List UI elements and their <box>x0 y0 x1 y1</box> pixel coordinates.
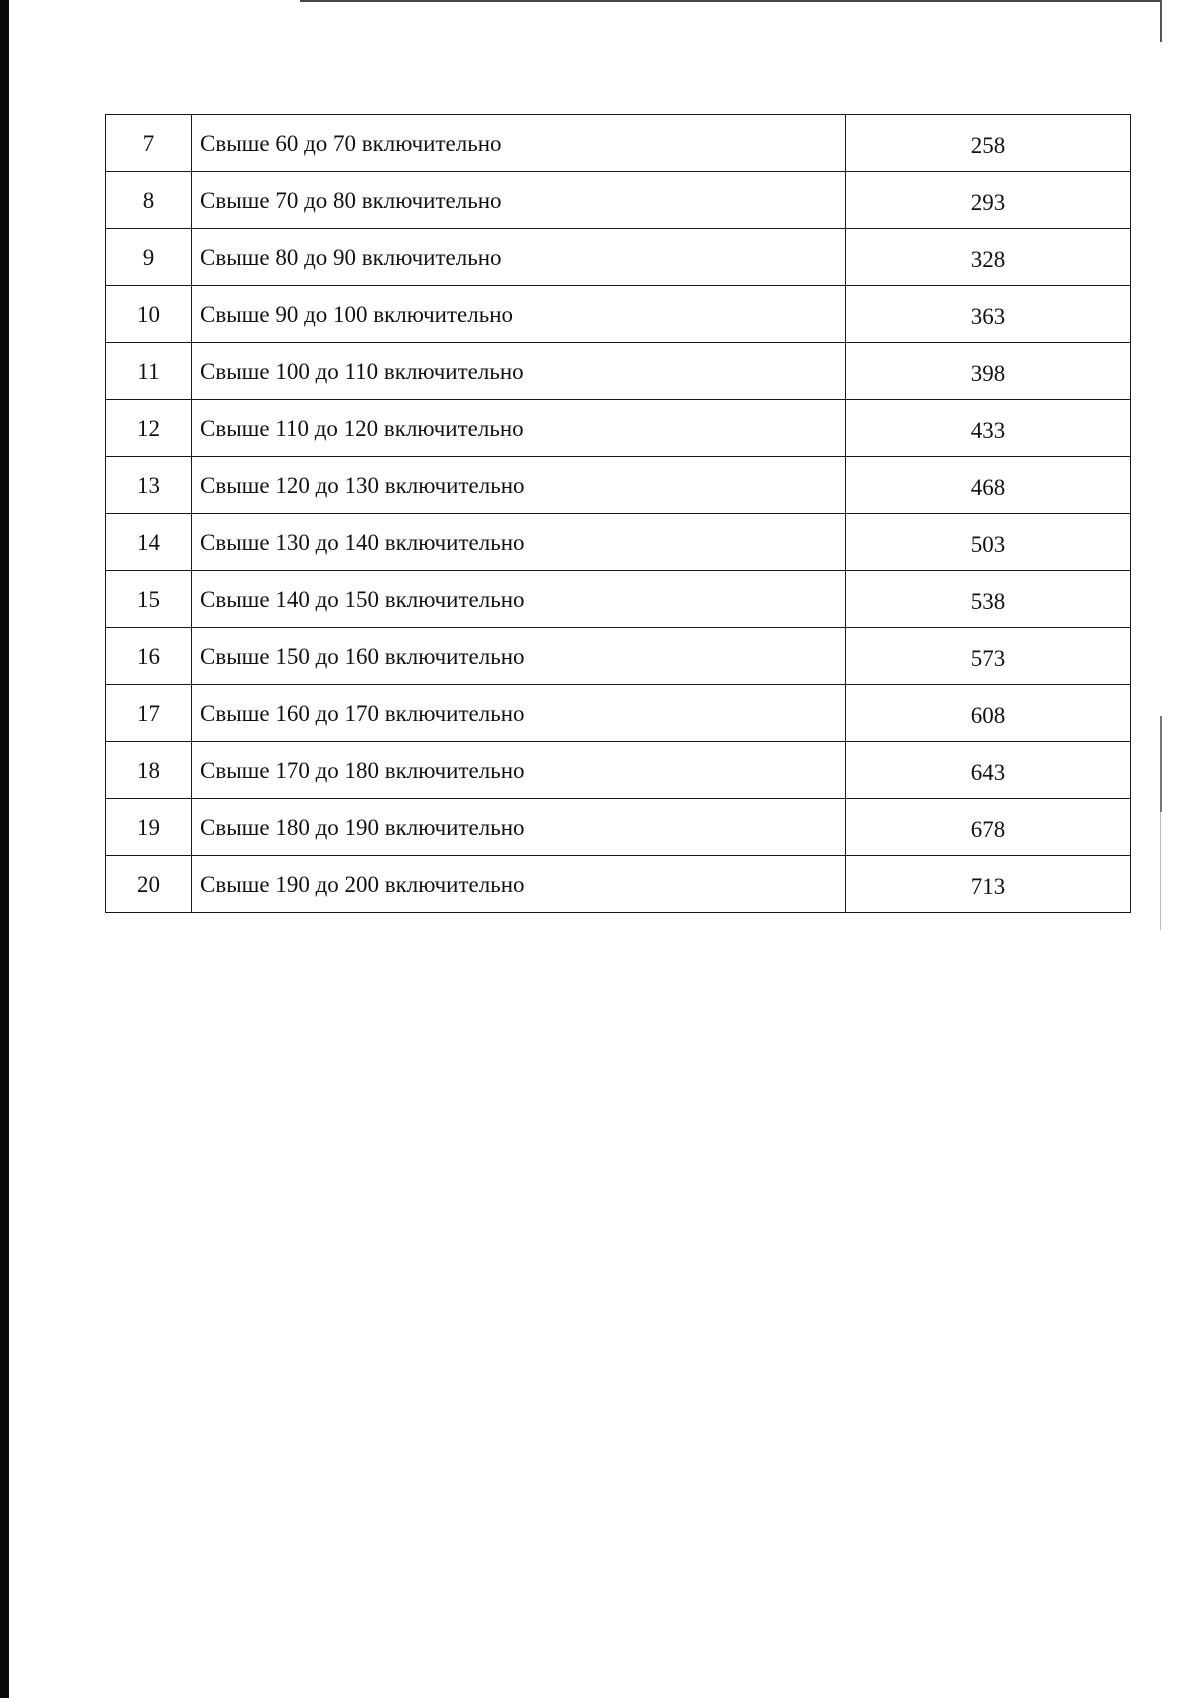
row-description-cell: Свыше 100 до 110 включительно <box>192 343 846 400</box>
row-value-cell: 678 <box>846 799 1131 856</box>
row-description-cell: Свыше 80 до 90 включительно <box>192 229 846 286</box>
table-row <box>106 571 1131 628</box>
table-row <box>106 172 1131 229</box>
row-number-cell: 13 <box>106 457 192 514</box>
row-value-cell: 573 <box>846 628 1131 685</box>
row-value-cell: 643 <box>846 742 1131 799</box>
table-row <box>106 343 1131 400</box>
row-number-cell: 19 <box>106 799 192 856</box>
row-description-cell: Свыше 110 до 120 включительно <box>192 400 846 457</box>
row-value-cell: 293 <box>846 172 1131 229</box>
row-number-cell: 17 <box>106 685 192 742</box>
row-description-cell: Свыше 130 до 140 включительно <box>192 514 846 571</box>
scan-right-mark <box>1160 812 1161 930</box>
row-value-cell: 538 <box>846 571 1131 628</box>
table-row <box>106 457 1131 514</box>
row-description-cell: Свыше 70 до 80 включительно <box>192 172 846 229</box>
row-description-cell: Свыше 120 до 130 включительно <box>192 457 846 514</box>
row-number-cell: 9 <box>106 229 192 286</box>
row-description-cell: Свыше 60 до 70 включительно <box>192 115 846 172</box>
table-row <box>106 799 1131 856</box>
row-value-cell: 363 <box>846 286 1131 343</box>
table-row <box>106 514 1131 571</box>
row-description-cell: Свыше 180 до 190 включительно <box>192 799 846 856</box>
table-row <box>106 742 1131 799</box>
row-number-cell: 16 <box>106 628 192 685</box>
row-description-cell: Свыше 170 до 180 включительно <box>192 742 846 799</box>
table-row <box>106 115 1131 172</box>
row-number-cell: 7 <box>106 115 192 172</box>
row-value-cell: 468 <box>846 457 1131 514</box>
row-value-cell: 328 <box>846 229 1131 286</box>
row-number-cell: 14 <box>106 514 192 571</box>
scan-right-mark <box>1160 0 1162 42</box>
row-number-cell: 15 <box>106 571 192 628</box>
row-value-cell: 433 <box>846 400 1131 457</box>
table-row <box>106 685 1131 742</box>
table-row <box>106 400 1131 457</box>
table-row <box>106 229 1131 286</box>
row-number-cell: 11 <box>106 343 192 400</box>
row-description-cell: Свыше 160 до 170 включительно <box>192 685 846 742</box>
row-value-cell: 713 <box>846 856 1131 913</box>
row-value-cell: 608 <box>846 685 1131 742</box>
row-number-cell: 12 <box>106 400 192 457</box>
row-number-cell: 18 <box>106 742 192 799</box>
row-value-cell: 503 <box>846 514 1131 571</box>
scan-top-line <box>300 0 1160 2</box>
row-value-cell: 258 <box>846 115 1131 172</box>
table-row <box>106 286 1131 343</box>
row-description-cell: Свыше 190 до 200 включительно <box>192 856 846 913</box>
table-row <box>106 856 1131 913</box>
row-description-cell: Свыше 140 до 150 включительно <box>192 571 846 628</box>
row-description-cell: Свыше 150 до 160 включительно <box>192 628 846 685</box>
row-number-cell: 20 <box>106 856 192 913</box>
price-table <box>105 114 1131 913</box>
table-row <box>106 628 1131 685</box>
row-number-cell: 8 <box>106 172 192 229</box>
scan-left-edge <box>0 0 9 1698</box>
row-value-cell: 398 <box>846 343 1131 400</box>
row-number-cell: 10 <box>106 286 192 343</box>
row-description-cell: Свыше 90 до 100 включительно <box>192 286 846 343</box>
scan-right-mark <box>1160 716 1162 812</box>
table-body <box>106 115 1131 913</box>
